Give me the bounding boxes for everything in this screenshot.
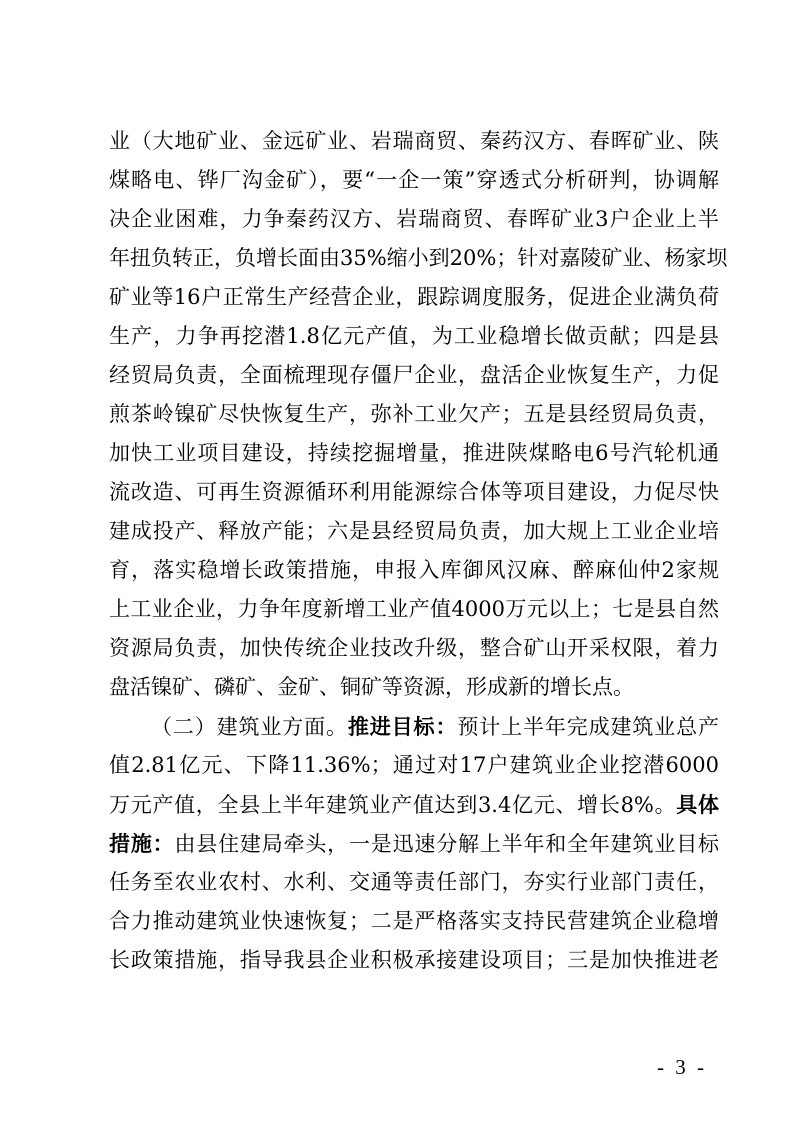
text-line: 流改造、可再生资源循环利用能源综合体等项目建设，力促尽快 [109,480,719,504]
text-line: 上工业企业，力争年度新增工业产值4000万元以上；七是县自然 [109,597,719,621]
measures-label-part: 措施： [109,831,175,856]
text-line: 值2.81亿元、下降11.36%；通过对17户建筑业企业挖潜6000 [109,753,719,777]
text-line: 业（大地矿业、金远矿业、岩瑞商贸、秦药汉方、春晖矿业、陕 [109,129,719,153]
text-fragment: 万元产值，全县上半年建筑业产值达到3.4亿元、增长8%。 [109,793,677,817]
text-line: 建成投产、释放产能；六是县经贸局负责，加大规上工业企业培 [109,519,719,543]
measures-label-part: 具体 [676,792,719,817]
text-fragment: 预计上半年完成建筑业总产 [457,715,720,739]
text-line: 煎茶岭镍矿尽快恢复生产，弥补工业欠产；五是县经贸局负责， [109,402,719,426]
section-heading-line [109,707,719,746]
text-line: 矿业等16户正常生产经营企业，跟踪调度服务，促进企业满负荷 [109,285,719,309]
text-line: 生产，力争再挖潜1.8亿元产值，为工业稳增长做贡献；四是县 [109,324,719,348]
text-line [109,824,719,863]
text-line: 长政策措施，指导我县企业积极承接建设项目；三是加快推进老 [109,948,719,972]
text-line: 育，落实稳增长政策措施，申报入库御风汉麻、醉麻仙仲2家规 [109,558,719,582]
text-line: 加快工业项目建设，持续挖掘增量，推进陕煤略电6号汽轮机通 [109,441,719,465]
page-number: - 3 - [657,1055,707,1079]
section-heading: （二）建筑业方面。 [151,715,348,739]
text-line: 合力推动建筑业快速恢复；二是严格落实支持民营建筑企业稳增 [109,909,719,933]
text-fragment: 由县住建局牵头，一是迅速分解上半年和全年建筑业目标 [174,832,720,856]
text-line: 盘活镍矿、磷矿、金矿、铜矿等资源，形成新的增长点。 [109,675,634,699]
text-line: 经贸局负责，全面梳理现存僵尸企业，盘活企业恢复生产，力促 [109,363,719,387]
goal-label: 推进目标： [347,714,458,739]
text-line: 年扭负转正，负增长面由35%缩小到20%；针对嘉陵矿业、杨家坝 [109,246,728,270]
text-line: 任务至农业农村、水利、交通等责任部门，夯实行业部门责任， [109,870,719,894]
text-line: 煤略电、铧厂沟金矿），要“一企一策”穿透式分析研判，协调解 [109,168,719,192]
text-line [109,785,719,824]
text-line: 资源局负责，加快传统企业技改升级，整合矿山开采权限，着力 [109,636,719,660]
text-line: 决企业困难，力争秦药汉方、岩瑞商贸、春晖矿业3户企业上半 [109,207,719,231]
body-text [109,122,728,980]
